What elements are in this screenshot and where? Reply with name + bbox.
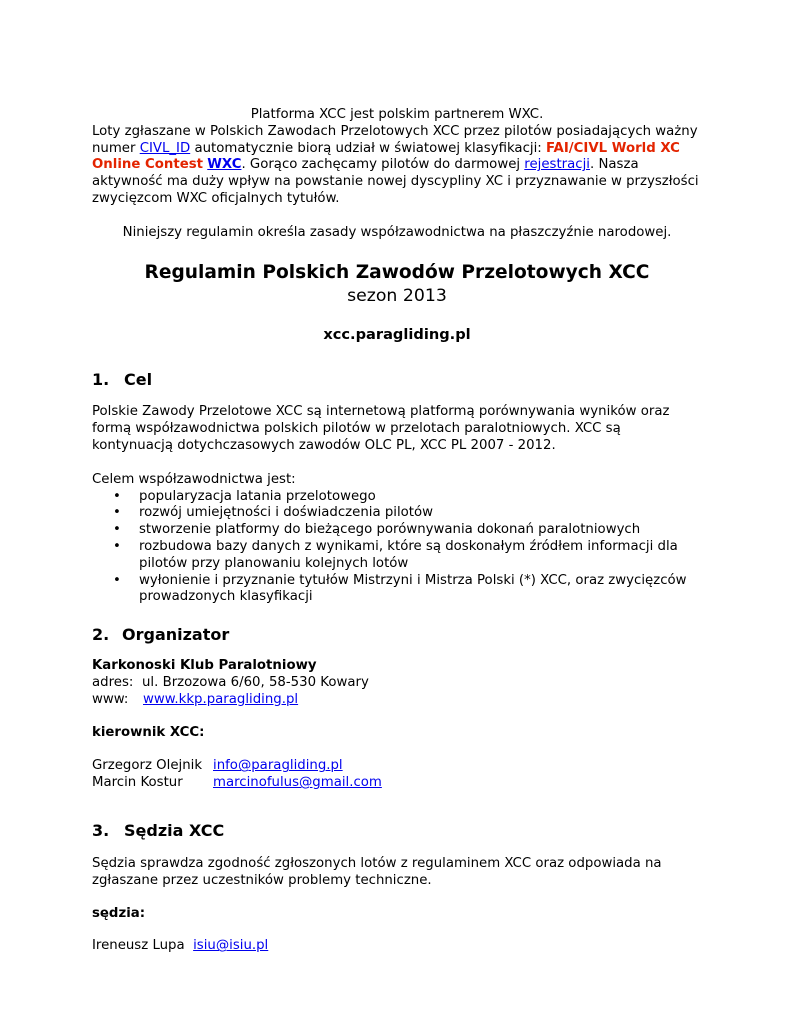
manager-name: Marcin Kostur bbox=[92, 775, 183, 791]
manager-email-link[interactable]: info@paragliding.pl bbox=[213, 758, 343, 774]
list-item: • stworzenie platformy do bieżącego porównywania dokonań paralotniowych bbox=[92, 522, 702, 539]
civl-id-link[interactable]: CIVL_ID bbox=[139, 140, 191, 156]
judge-row bbox=[92, 938, 702, 955]
section-3-paragraph: Sędzia sprawdza zgodność zgłoszonych lotów z regulaminem XCC oraz odpowiada na zgłaszane przez uczestników problemy techniczne. bbox=[92, 855, 662, 888]
list-item: • popularyzacja latania przelotowego bbox=[92, 489, 702, 506]
manager-name: Grzegorz Olejnik bbox=[92, 758, 203, 774]
document-page bbox=[92, 107, 702, 955]
goals-list bbox=[92, 489, 702, 607]
section-1-heading: 1. Cel bbox=[92, 370, 153, 390]
fai-civl-contest-text: FAI/CIVL World XC Online Contest bbox=[92, 140, 680, 173]
manager-email-link[interactable]: marcinofulus@gmail.com bbox=[213, 775, 382, 791]
judge-name: Ireneusz Lupa bbox=[92, 938, 185, 954]
address-label: adres: bbox=[92, 674, 134, 690]
registration-link[interactable]: rejestracji bbox=[524, 157, 590, 173]
intro-paragraph bbox=[92, 124, 702, 208]
page-title: Regulamin Polskich Zawodów Przelotowych XCC bbox=[144, 261, 650, 283]
section-1-paragraph: Polskie Zawody Przelotowe XCC są internetową platformą porównywania wyników oraz formą współzawodnictwa polskich pilotów w przelotach paralotniowych. XCC są kontynuacją dotychczasowych zawodów OLC PL, XCC PL 2007 - 2012. bbox=[92, 404, 670, 453]
address-value: ul. Brzozowa 6/60, 58-530 Kowary bbox=[142, 674, 369, 690]
judge-email-link[interactable]: isiu@isiu.pl bbox=[193, 938, 269, 954]
section-2-heading: 2. Organizator bbox=[92, 625, 230, 645]
www-row bbox=[92, 692, 702, 709]
list-item: • rozwój umiejętności i doświadczenia pilotów bbox=[92, 505, 702, 522]
list-item: • rozbudowa bazy danych z wynikami, które są doskonałym źródłem informacji dla pilotów przy planowaniu kolejnych lotów bbox=[92, 539, 702, 573]
intro-text-b: automatycznie biorą udział w światowej klasyfikacji: bbox=[190, 140, 546, 156]
www-label: www: bbox=[92, 691, 129, 707]
organizer-name: Karkonoski Klub Paralotniowy bbox=[92, 658, 317, 674]
site-name: xcc.paragliding.pl bbox=[323, 325, 471, 343]
section-3-heading: 3. Sędzia XCC bbox=[92, 820, 225, 840]
scope-sentence: Niniejszy regulamin określa zasady współzawodnictwa na płaszczyźnie narodowej. bbox=[122, 224, 672, 240]
intro-text-d: . Nasza aktywność ma duży wpływ na powstanie nowej dyscypliny XC i przyznawanie w przyszłości zwycięzcom WXC oficjalnych tytułów. bbox=[92, 157, 699, 206]
manager-label: kierownik XCC: bbox=[92, 724, 205, 740]
organizer-website-link[interactable]: www.kkp.paragliding.pl bbox=[143, 691, 299, 707]
judge-label: sędzia: bbox=[92, 905, 146, 921]
goals-intro: Celem współzawodnictwa jest: bbox=[92, 471, 296, 487]
manager-row bbox=[92, 758, 702, 775]
list-item: • wyłonienie i przyznanie tytułów Mistrzyni i Mistrza Polski (*) XCC, oraz zwycięzców prowadzonych klasyfikacji bbox=[92, 573, 702, 607]
address-row bbox=[92, 675, 702, 692]
intro-text-a: Loty zgłaszane w Polskich Zawodach Przelotowych XCC przez pilotów posiadających ważny numer bbox=[92, 123, 698, 156]
intro-line: Platforma XCC jest polskim partnerem WXC. bbox=[250, 107, 544, 122]
season-subtitle: sezon 2013 bbox=[347, 285, 447, 306]
manager-row bbox=[92, 775, 702, 792]
wxc-link[interactable]: WXC bbox=[207, 157, 242, 173]
intro-text-c: . Gorąco zachęcamy pilotów do darmowej bbox=[241, 157, 525, 173]
